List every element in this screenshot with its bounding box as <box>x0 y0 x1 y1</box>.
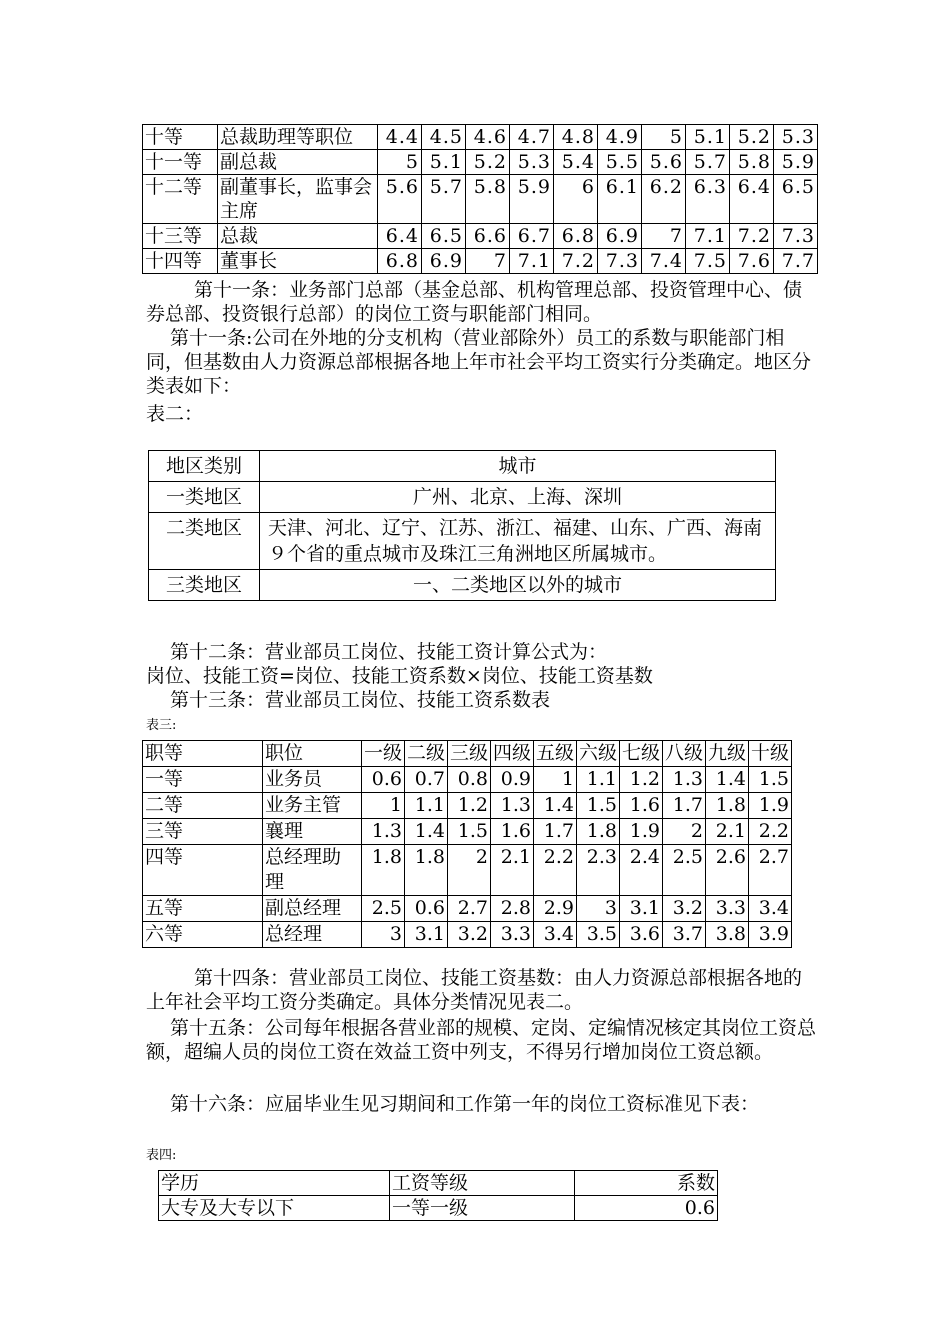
table-row <box>143 125 818 150</box>
rank-cell: 十等 <box>143 125 218 150</box>
table-row <box>159 1196 718 1221</box>
coefficient-cell: 0.6 <box>575 1196 718 1221</box>
coefficient-cell: 3.6 <box>620 922 663 948</box>
coefficient-cell: 3.1 <box>405 922 448 948</box>
coefficient-cell: 2.8 <box>491 896 534 922</box>
coefficient-cell: 2.1 <box>706 819 749 845</box>
table-row <box>143 224 818 249</box>
table-row <box>143 896 792 922</box>
branch-salary-coefficient-table <box>142 740 792 948</box>
coefficient-cell: 4.5 <box>422 125 466 150</box>
coefficient-cell: 5.6 <box>378 175 422 224</box>
coefficient-cell: 1.2 <box>620 767 663 793</box>
coefficient-cell: 7.5 <box>686 249 730 274</box>
coefficient-cell: 0.6 <box>362 767 405 793</box>
article-13: 第十三条：营业部员工岗位、技能工资系数表 <box>170 689 551 711</box>
coefficient-cell: 2.4 <box>620 845 663 896</box>
coefficient-cell: 6.8 <box>378 249 422 274</box>
table-header-row <box>143 741 792 767</box>
coefficient-cell: 1.5 <box>577 793 620 819</box>
header-level: 十级 <box>749 741 792 767</box>
coefficient-cell: 6.2 <box>642 175 686 224</box>
coefficient-cell: 5.7 <box>686 150 730 175</box>
article-11b: 第十一条:公司在外地的分支机构（营业部除外）员工的系数与职能部门相同，但基数由人力资源总部根据各地上年市社会平均工资实行分类确定。地区分类表如下： <box>146 327 812 397</box>
header-level: 四级 <box>491 741 534 767</box>
coefficient-cell: 5.6 <box>642 150 686 175</box>
coefficient-cell: 4.9 <box>598 125 642 150</box>
region-cities: 天津、河北、辽宁、江苏、浙江、福建、山东、广西、海南９个省的重点城市及珠江三角洲地区所属城市。 <box>260 513 776 570</box>
coefficient-cell: 1.2 <box>448 793 491 819</box>
coefficient-cell: 2.7 <box>448 896 491 922</box>
table-row <box>143 793 792 819</box>
table-row <box>143 845 792 896</box>
grade-cell: 一等一级 <box>390 1196 575 1221</box>
coefficient-cell: 3.3 <box>491 922 534 948</box>
coefficient-cell: 1.1 <box>577 767 620 793</box>
header-level: 五级 <box>534 741 577 767</box>
rank-cell: 十三等 <box>143 224 218 249</box>
coefficient-cell: 5.3 <box>510 150 554 175</box>
table-row <box>149 513 776 570</box>
position-cell: 业务主管 <box>263 793 362 819</box>
header-level: 二级 <box>405 741 448 767</box>
coefficient-cell: 2.9 <box>534 896 577 922</box>
region-category: 三类地区 <box>149 570 260 601</box>
rank-cell: 五等 <box>143 896 263 922</box>
rank-cell: 六等 <box>143 922 263 948</box>
coefficient-cell: 5 <box>642 125 686 150</box>
coefficient-cell: 5.7 <box>422 175 466 224</box>
rank-cell: 十一等 <box>143 150 218 175</box>
coefficient-cell: 1.6 <box>620 793 663 819</box>
coefficient-cell: 6.9 <box>598 224 642 249</box>
coefficient-cell: 5.9 <box>510 175 554 224</box>
coefficient-cell: 6.4 <box>378 224 422 249</box>
coefficient-cell: 1.9 <box>749 793 792 819</box>
coefficient-cell: 6.6 <box>466 224 510 249</box>
coefficient-cell: 3.9 <box>749 922 792 948</box>
coefficient-cell: 4.6 <box>466 125 510 150</box>
position-cell: 副董事长，监事会主席 <box>218 175 378 224</box>
coefficient-cell: 1.4 <box>405 819 448 845</box>
coefficient-cell: 3.8 <box>706 922 749 948</box>
coefficient-cell: 1.3 <box>362 819 405 845</box>
coefficient-cell: 6.3 <box>686 175 730 224</box>
coefficient-cell: 7.1 <box>510 249 554 274</box>
position-cell: 襄理 <box>263 819 362 845</box>
coefficient-cell: 1.3 <box>663 767 706 793</box>
coefficient-cell: 1 <box>362 793 405 819</box>
coefficient-cell: 5.2 <box>730 125 774 150</box>
coefficient-cell: 5.8 <box>730 150 774 175</box>
coefficient-cell: 1.6 <box>491 819 534 845</box>
rank-cell: 三等 <box>143 819 263 845</box>
coefficient-cell: 4.4 <box>378 125 422 150</box>
coefficient-cell: 5.2 <box>466 150 510 175</box>
coefficient-cell: 1.3 <box>491 793 534 819</box>
rank-cell: 十四等 <box>143 249 218 274</box>
coefficient-cell: 0.7 <box>405 767 448 793</box>
coefficient-cell: 7.2 <box>554 249 598 274</box>
coefficient-cell: 1.1 <box>405 793 448 819</box>
coefficient-cell: 6.7 <box>510 224 554 249</box>
coefficient-cell: 6.4 <box>730 175 774 224</box>
coefficient-cell: 2.5 <box>362 896 405 922</box>
coefficient-cell: 7.6 <box>730 249 774 274</box>
table2-caption: 表二： <box>146 403 204 425</box>
header-level: 七级 <box>620 741 663 767</box>
header-region-category: 地区类别 <box>149 451 260 482</box>
table-row <box>143 175 818 224</box>
coefficient-cell: 0.8 <box>448 767 491 793</box>
rank-cell: 二等 <box>143 793 263 819</box>
region-category: 一类地区 <box>149 482 260 513</box>
article-12: 第十二条：营业部员工岗位、技能工资计算公式为： <box>170 641 608 663</box>
coefficient-cell: 5.1 <box>422 150 466 175</box>
coefficient-cell: 3.4 <box>749 896 792 922</box>
coefficient-cell: 5.8 <box>466 175 510 224</box>
header-education: 学历 <box>159 1171 390 1196</box>
header-level: 三级 <box>448 741 491 767</box>
coefficient-cell: 6 <box>554 175 598 224</box>
coefficient-cell: 7.4 <box>642 249 686 274</box>
table-header-row <box>149 451 776 482</box>
position-cell: 总经理助理 <box>263 845 362 896</box>
coefficient-cell: 1.5 <box>749 767 792 793</box>
coefficient-cell: 0.6 <box>405 896 448 922</box>
table-row <box>149 482 776 513</box>
coefficient-cell: 2.2 <box>534 845 577 896</box>
coefficient-cell: 1.8 <box>577 819 620 845</box>
coefficient-cell: 1.8 <box>362 845 405 896</box>
table-row <box>143 767 792 793</box>
coefficient-cell: 7.3 <box>774 224 818 249</box>
graduate-salary-table <box>158 1170 718 1221</box>
header-rank: 职等 <box>143 741 263 767</box>
coefficient-cell: 0.9 <box>491 767 534 793</box>
coefficient-cell: 6.9 <box>422 249 466 274</box>
coefficient-cell: 1.4 <box>706 767 749 793</box>
coefficient-cell: 5.1 <box>686 125 730 150</box>
coefficient-cell: 3.4 <box>534 922 577 948</box>
coefficient-cell: 5.4 <box>554 150 598 175</box>
education-cell: 大专及大专以下 <box>159 1196 390 1221</box>
article-16: 第十六条：应届毕业生见习期间和工作第一年的岗位工资标准见下表： <box>170 1093 760 1115</box>
coefficient-cell: 2.5 <box>663 845 706 896</box>
region-classification-table <box>148 450 776 601</box>
header-level: 一级 <box>362 741 405 767</box>
position-cell: 总裁 <box>218 224 378 249</box>
table-row <box>149 570 776 601</box>
coefficient-cell: 3.2 <box>663 896 706 922</box>
coefficient-cell: 1.8 <box>405 845 448 896</box>
header-level: 九级 <box>706 741 749 767</box>
article-15: 第十五条：公司每年根据各营业部的规模、定岗、定编情况核定其岗位工资总额，超编人员的岗位工资在效益工资中列支，不得另行增加岗位工资总额。 <box>146 1017 817 1063</box>
coefficient-cell: 5 <box>378 150 422 175</box>
salary-formula: 岗位、技能工资=岗位、技能工资系数×岗位、技能工资基数 <box>146 665 653 687</box>
article-14: 第十四条：营业部员工岗位、技能工资基数：由人力资源总部根据各地的上年社会平均工资分类确定。具体分类情况见表二。 <box>146 967 803 1013</box>
coefficient-cell: 1.4 <box>534 793 577 819</box>
coefficient-cell: 3 <box>577 896 620 922</box>
position-cell: 副总裁 <box>218 150 378 175</box>
position-cell: 总裁助理等职位 <box>218 125 378 150</box>
header-level: 八级 <box>663 741 706 767</box>
table-row <box>143 922 792 948</box>
coefficient-cell: 2.6 <box>706 845 749 896</box>
coefficient-cell: 6.8 <box>554 224 598 249</box>
position-cell: 总经理 <box>263 922 362 948</box>
position-cell: 董事长 <box>218 249 378 274</box>
coefficient-cell: 1.7 <box>663 793 706 819</box>
header-coefficient: 系数 <box>575 1171 718 1196</box>
table-row <box>143 249 818 274</box>
region-category: 二类地区 <box>149 513 260 570</box>
coefficient-cell: 5.9 <box>774 150 818 175</box>
coefficient-cell: 2.2 <box>749 819 792 845</box>
header-level: 六级 <box>577 741 620 767</box>
coefficient-cell: 1 <box>534 767 577 793</box>
header-grade: 工资等级 <box>390 1171 575 1196</box>
rank-cell: 四等 <box>143 845 263 896</box>
coefficient-cell: 2.7 <box>749 845 792 896</box>
table4-caption: 表四: <box>146 1148 177 1163</box>
rank-cell: 一等 <box>143 767 263 793</box>
coefficient-cell: 3.1 <box>620 896 663 922</box>
table3-caption: 表三: <box>146 718 177 733</box>
coefficient-cell: 2 <box>448 845 491 896</box>
coefficient-cell: 3.7 <box>663 922 706 948</box>
coefficient-cell: 1.9 <box>620 819 663 845</box>
coefficient-cell: 1.5 <box>448 819 491 845</box>
table-row <box>143 150 818 175</box>
coefficient-cell: 7.3 <box>598 249 642 274</box>
coefficient-cell: 6.5 <box>774 175 818 224</box>
header-position: 职位 <box>263 741 362 767</box>
coefficient-cell: 3.2 <box>448 922 491 948</box>
coefficient-cell: 6.5 <box>422 224 466 249</box>
table-row <box>143 819 792 845</box>
coefficient-cell: 2.3 <box>577 845 620 896</box>
coefficient-cell: 4.8 <box>554 125 598 150</box>
coefficient-cell: 1.8 <box>706 793 749 819</box>
article-11a: 第十一条：业务部门总部（基金总部、机构管理总部、投资管理中心、债券总部、投资银行总部）的岗位工资与职能部门相同。 <box>146 279 803 325</box>
position-cell: 业务员 <box>263 767 362 793</box>
header-cities: 城市 <box>260 451 776 482</box>
coefficient-cell: 3 <box>362 922 405 948</box>
coefficient-cell: 7.2 <box>730 224 774 249</box>
coefficient-cell: 3.3 <box>706 896 749 922</box>
position-cell: 副总经理 <box>263 896 362 922</box>
coefficient-cell: 7 <box>466 249 510 274</box>
coefficient-cell: 3.5 <box>577 922 620 948</box>
coefficient-cell: 2.1 <box>491 845 534 896</box>
coefficient-cell: 7.7 <box>774 249 818 274</box>
table-header-row <box>159 1171 718 1196</box>
coefficient-cell: 5.3 <box>774 125 818 150</box>
coefficient-cell: 7.1 <box>686 224 730 249</box>
rank-cell: 十二等 <box>143 175 218 224</box>
position-salary-table-continued <box>142 124 818 274</box>
coefficient-cell: 1.7 <box>534 819 577 845</box>
coefficient-cell: 4.7 <box>510 125 554 150</box>
coefficient-cell: 6.1 <box>598 175 642 224</box>
region-cities: 一、二类地区以外的城市 <box>260 570 776 601</box>
coefficient-cell: 7 <box>642 224 686 249</box>
coefficient-cell: 5.5 <box>598 150 642 175</box>
coefficient-cell: 2 <box>663 819 706 845</box>
region-cities: 广州、北京、上海、深圳 <box>260 482 776 513</box>
